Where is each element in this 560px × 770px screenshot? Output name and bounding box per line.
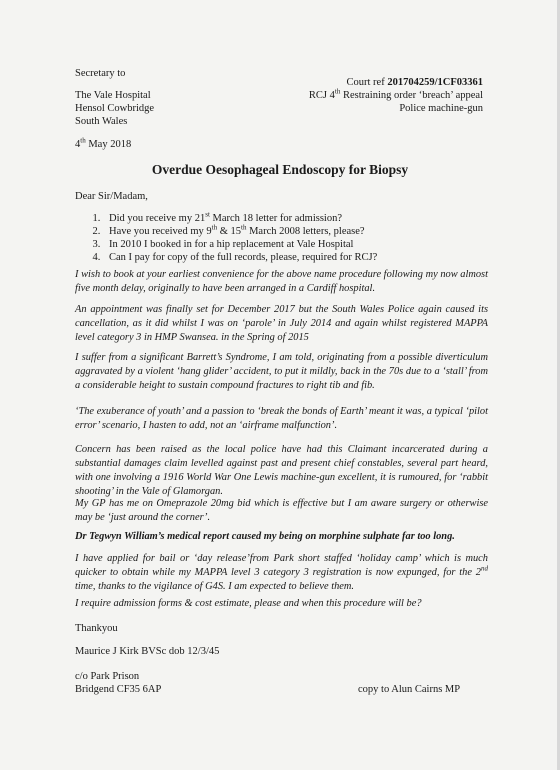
rcj-line <box>309 89 483 102</box>
date-rest: May 2018 <box>85 139 132 150</box>
subject-tag: Police machine-gun <box>399 103 483 114</box>
rcj-line-post: Restraining order ‘breach’ appeal <box>340 90 483 101</box>
hospital-name: The Vale Hospital <box>75 90 151 101</box>
paragraph-booking: I wish to book at your earliest convenience for the above name procedure following my now almost five month delay, originally to have been arranged in a Cardiff hospital. <box>75 269 488 294</box>
closing: Thankyou <box>75 623 118 634</box>
addressee-line: Secretary to <box>75 68 126 79</box>
hospital-town: Hensol Cowbridge <box>75 103 155 114</box>
paragraph-youth: ‘The exuberance of youth’ and a passion to ‘break the bonds of Earth’ meant it was, a typical ‘pilot error’ scenario, I hasten to add, not an ‘airframe malfunction’. <box>75 406 488 431</box>
hospital-region: South Wales <box>75 116 128 127</box>
rcj-line-sup: th <box>334 87 341 96</box>
list-item: 3. In 2010 I booked in for a hip replacement at Vale Hospital <box>103 238 523 251</box>
court-ref <box>347 76 484 89</box>
paragraph-condition: I suffer from a significant Barrett’s Syndrome, I am told, originating from a possible diverticulum aggravated by a violent ‘hang glider’ accident, to put it mildly, back in the 70s due to a ‘stall’ from a considerable height to sustain compound fractures to right tib and fib. <box>75 352 488 391</box>
date-day: 4 <box>75 139 81 150</box>
letter-title: Overdue Oesophageal Endoscopy for Biopsy <box>151 162 409 177</box>
court-ref-value: 201704259/1CF03361 <box>387 77 483 88</box>
paragraph-appointment: An appointment was finally set for December 2017 but the South Wales Police again caused its cancellation, as it did whilst I was on ‘parole’ in July 2014 and again whilst registered MAPPA level category 3 in HMP Swansea. in the Spring of 2015 <box>75 304 488 343</box>
signature: Maurice J Kirk BVSc dob 12/3/45 <box>75 646 220 657</box>
paragraph-concern: Concern has been raised as the local police have had this Claimant incarcerated during a substantial damages claim levelled against past and present chief constables, several part heard, with one involving a 1916 World War One Lewis machine-gun excellent, it is rumoured, for ‘rabbit shooting’ in the Vale of Glamorgan. <box>75 444 488 497</box>
question-list <box>75 212 523 264</box>
list-item: 4. Can I pay for copy of the full records, please, required for RCJ? <box>103 251 523 264</box>
letter-date <box>75 138 131 151</box>
date-sup: th <box>80 136 86 145</box>
paragraph-medication: My GP has me on Omeprazole 20mg bid which is effective but I am aware surgery or otherwise may be ‘just around the corner’. <box>75 498 488 523</box>
footer-address-line-1: c/o Park Prison <box>75 671 140 682</box>
list-item: 2. Have you received my 9th & 15th March 2008 letters, please? <box>103 225 523 238</box>
salutation: Dear Sir/Madam, <box>75 191 148 202</box>
paragraph-medical-report: Dr Tegwyn William’s medical report caused my being on morphine sulphate far too long. <box>75 531 455 542</box>
list-item: 1. Did you receive my 21st March 18 letter for admission? <box>103 212 523 225</box>
rcj-line-pre: RCJ 4 <box>308 90 335 101</box>
copy-to: copy to Alun Cairns MP <box>358 684 461 695</box>
paragraph-request: I require admission forms & cost estimate, please and when this procedure will be? <box>75 598 422 609</box>
paragraph-bail: I have applied for bail or ‘day release’from Park short staffed ‘holiday camp’ which is much quicker to obtain while my MAPPA level 3 category 3 registration is now expunged, for the 2nd time, thanks to the vigilance of G4S. I am expected to believe them. <box>75 553 488 592</box>
court-ref-label: Court ref <box>346 77 388 88</box>
footer-address-line-2: Bridgend CF35 6AP <box>75 684 162 695</box>
